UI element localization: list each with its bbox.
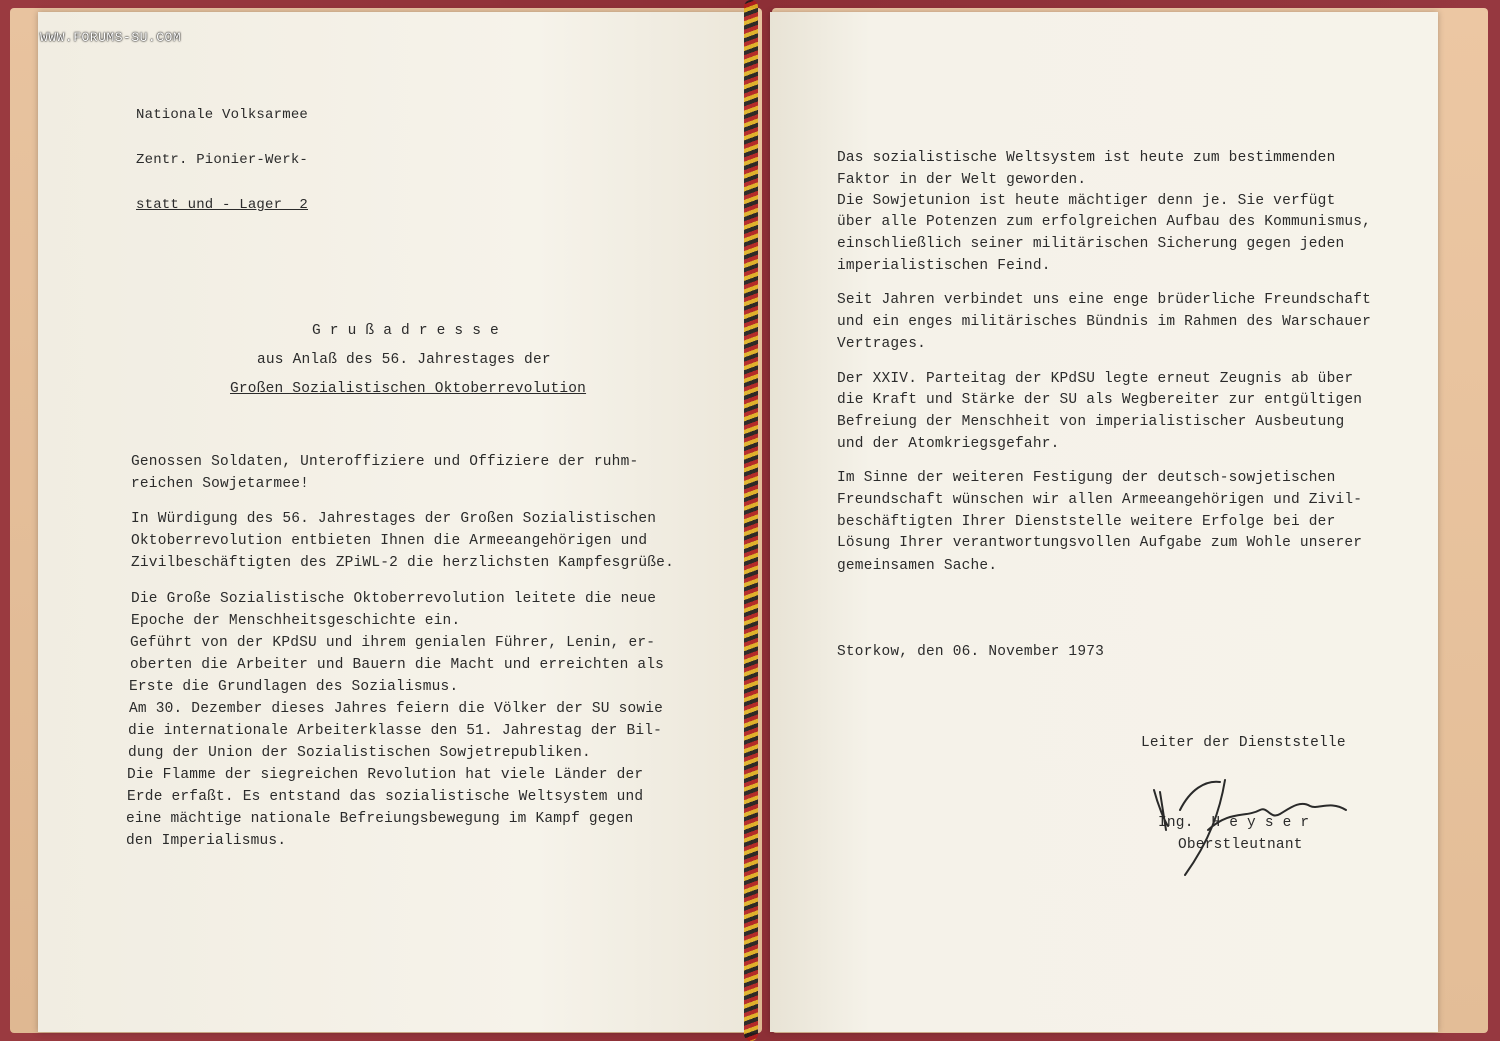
sender-header	[136, 78, 308, 228]
body-line: Im Sinne der weiteren Festigung der deutsch-sowjetischen	[837, 470, 1336, 486]
header-line: statt und - Lager 2	[136, 197, 309, 213]
body-line: den Imperialismus.	[126, 833, 287, 849]
handwritten-signature	[1150, 770, 1360, 880]
body-line: Am 30. Dezember dieses Jahres feiern die Völker der SU sowie	[129, 701, 664, 717]
body-line: Erste die Grundlagen des Sozialismus.	[129, 679, 459, 695]
body-line: die internationale Arbeiterklasse den 51. Jahrestag der Bil-	[128, 723, 663, 739]
header-line: Nationale Volksarmee	[136, 107, 309, 123]
body-line: imperialistischen Feind.	[837, 258, 1051, 274]
body-line: Die Sowjetunion ist heute mächtiger denn je. Sie verfügt	[837, 193, 1336, 209]
body-line: Die Flamme der siegreichen Revolution hat viele Länder der	[127, 767, 644, 783]
body-line: Vertrages.	[837, 336, 927, 352]
body-line: dung der Union der Sozialistischen Sowjetrepubliken.	[128, 745, 591, 761]
body-line: In Würdigung des 56. Jahrestages der Großen Sozialistischen	[131, 511, 657, 527]
body-line: Genossen Soldaten, Unteroffiziere und Offiziere der ruhm-	[131, 454, 639, 470]
body-line: Seit Jahren verbindet uns eine enge brüderliche Freundschaft	[837, 292, 1372, 308]
body-line: einschließlich seiner militärischen Sicherung gegen jeden	[837, 236, 1345, 252]
place-date: Storkow, den 06. November 1973	[837, 644, 1105, 660]
body-line: und der Atomkriegsgefahr.	[837, 436, 1060, 452]
body-line: Erde erfaßt. Es entstand das sozialistische Weltsystem und	[127, 789, 644, 805]
body-line: Freundschaft wünschen wir allen Armeeangehörigen und Zivil-	[837, 492, 1363, 508]
body-line: Die Große Sozialistische Oktoberrevolution leitete die neue	[131, 591, 657, 607]
binding-cord	[744, 0, 758, 1041]
body-line: die Kraft und Stärke der SU als Wegbereiter zur entgültigen	[837, 392, 1363, 408]
body-line: oberten die Arbeiter und Bauern die Macht und erreichten als	[130, 657, 665, 673]
body-line: Lösung Ihrer verantwortungsvollen Aufgabe zum Wohle unserer	[837, 535, 1363, 551]
watermark: WWW.FORUMS-SU.COM	[40, 30, 182, 45]
signatory-name: Ing. H e y s e r	[1158, 815, 1310, 831]
body-line: beschäftigten Ihrer Dienststelle weitere Erfolge bei der	[837, 514, 1336, 530]
body-line: Der XXIV. Parteitag der KPdSU legte erneut Zeugnis ab über	[837, 371, 1354, 387]
body-line: gemeinsamen Sache.	[837, 558, 998, 574]
body-line: und ein enges militärisches Bündnis im Rahmen des Warschauer	[837, 314, 1372, 330]
document-subtitle-underlined: Großen Sozialistischen Oktoberrevolution	[230, 381, 587, 397]
signatory-rank: Oberstleutnant	[1178, 837, 1303, 853]
body-line: Das sozialistische Weltsystem ist heute zum bestimmenden	[837, 150, 1336, 166]
body-line: Faktor in der Welt geworden.	[837, 172, 1087, 188]
body-line: Geführt von der KPdSU und ihrem genialen Führer, Lenin, er-	[130, 635, 656, 651]
body-line: Zivilbeschäftigten des ZPiWL-2 die herzlichsten Kampfesgrüße.	[131, 555, 674, 571]
body-line: reichen Sowjetarmee!	[131, 476, 310, 492]
body-line: über alle Potenzen zum erfolgreichen Aufbau des Kommunismus,	[837, 214, 1372, 230]
body-line: eine mächtige nationale Befreiungsbewegung im Kampf gegen	[126, 811, 634, 827]
document-subtitle: aus Anlaß des 56. Jahrestages der	[257, 352, 551, 368]
header-line: Zentr. Pionier-Werk-	[136, 152, 309, 168]
body-line: Epoche der Menschheitsgeschichte ein.	[131, 613, 461, 629]
body-line: Oktoberrevolution entbieten Ihnen die Armeeangehörigen und	[131, 533, 648, 549]
signatory-role: Leiter der Dienststelle	[1141, 735, 1346, 751]
body-line: Befreiung der Menschheit von imperialistischer Ausbeutung	[837, 414, 1345, 430]
document-title: G r u ß a d r e s s e	[312, 323, 499, 339]
